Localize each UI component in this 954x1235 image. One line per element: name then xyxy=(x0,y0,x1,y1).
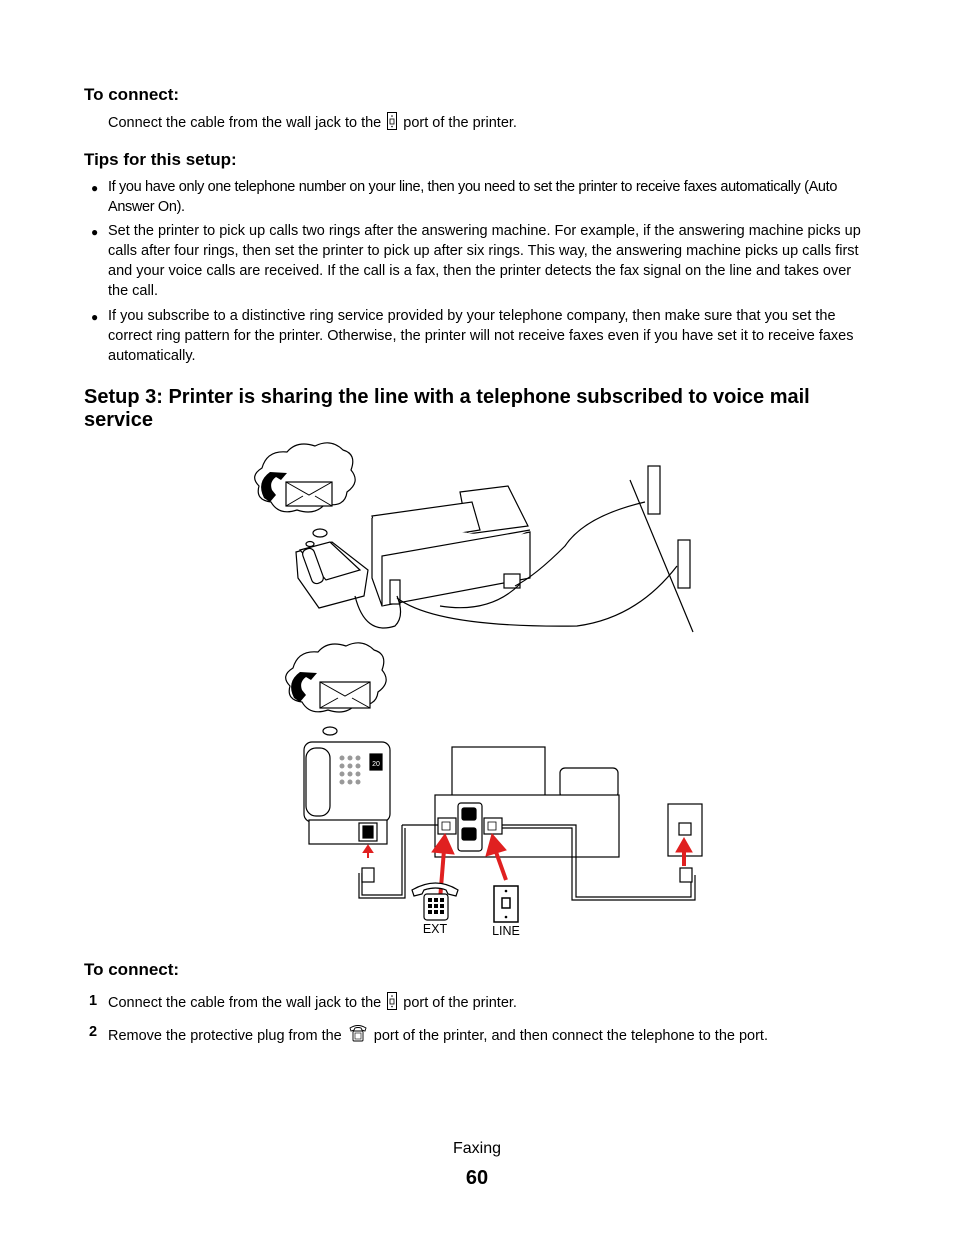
step-text xyxy=(108,992,873,1013)
line-port-icon xyxy=(387,992,397,1010)
step-number: 1 xyxy=(89,993,98,1009)
step-text-before: Remove the protective plug from the xyxy=(108,1028,342,1044)
tips-heading: Tips for this setup: xyxy=(84,150,237,169)
connect-instruction xyxy=(108,112,873,133)
connect-text-before: Connect the cable from the wall jack to the xyxy=(108,115,382,131)
setup3-heading: Setup 3: Printer is sharing the line with a telephone subscribed to voice mail service xyxy=(84,386,810,431)
answering-machine xyxy=(296,542,368,608)
footer-section-name: Faxing xyxy=(452,1140,502,1157)
bullet-dot: ● xyxy=(91,181,99,195)
red-arrow xyxy=(364,846,372,858)
bullet-dot: ● xyxy=(91,310,99,324)
desk-phone xyxy=(304,742,390,844)
ext-label: EXT xyxy=(422,922,448,936)
tip-item: Set the printer to pick up calls two rings after the answering machine. For example, if the answering machine picks up calls after four rings, then set the printer to pick up after six rings. This way, the answering machine picks up calls first and your voice calls are received. If the call is a fax, then the printer detects the fax signal on the line and takes over the call. xyxy=(108,223,861,299)
line-port-icon xyxy=(387,112,397,130)
section-heading-to-connect: To connect: xyxy=(84,85,180,104)
tip-item: If you subscribe to a distinctive ring service provided by your telephone company, then make sure that you set the correct ring pattern for the printer. Otherwise, the printer will not receive faxes even if you have set it to receive faxes automatically. xyxy=(108,308,854,364)
ext-phone-keypad xyxy=(428,898,444,914)
phone-keypad-label: 20 xyxy=(372,761,380,768)
page-number: 60 xyxy=(465,1167,489,1189)
step-text-after: port of the printer, and then connect the telephone to the port. xyxy=(373,1028,768,1044)
setup-diagram xyxy=(0,440,954,945)
step-number: 2 xyxy=(89,1024,98,1040)
step-text-before: Connect the cable from the wall jack to the xyxy=(108,995,382,1011)
step-text-after: port of the printer. xyxy=(403,995,517,1011)
connect-text-after: port of the printer. xyxy=(403,115,517,131)
bullet-dot: ● xyxy=(91,225,99,239)
printer-rear xyxy=(435,747,619,857)
tip-item: If you have only one telephone number on your line, then you need to set the printer to receive faxes automatically (Auto Answer On). xyxy=(108,179,838,215)
line-label: LINE xyxy=(492,924,520,938)
ext-port-icon xyxy=(348,1023,368,1043)
printer-3d xyxy=(372,486,530,606)
section-heading-to-connect-2: To connect: xyxy=(84,960,180,979)
wall-jacks xyxy=(630,466,693,632)
step-text xyxy=(108,1023,873,1046)
